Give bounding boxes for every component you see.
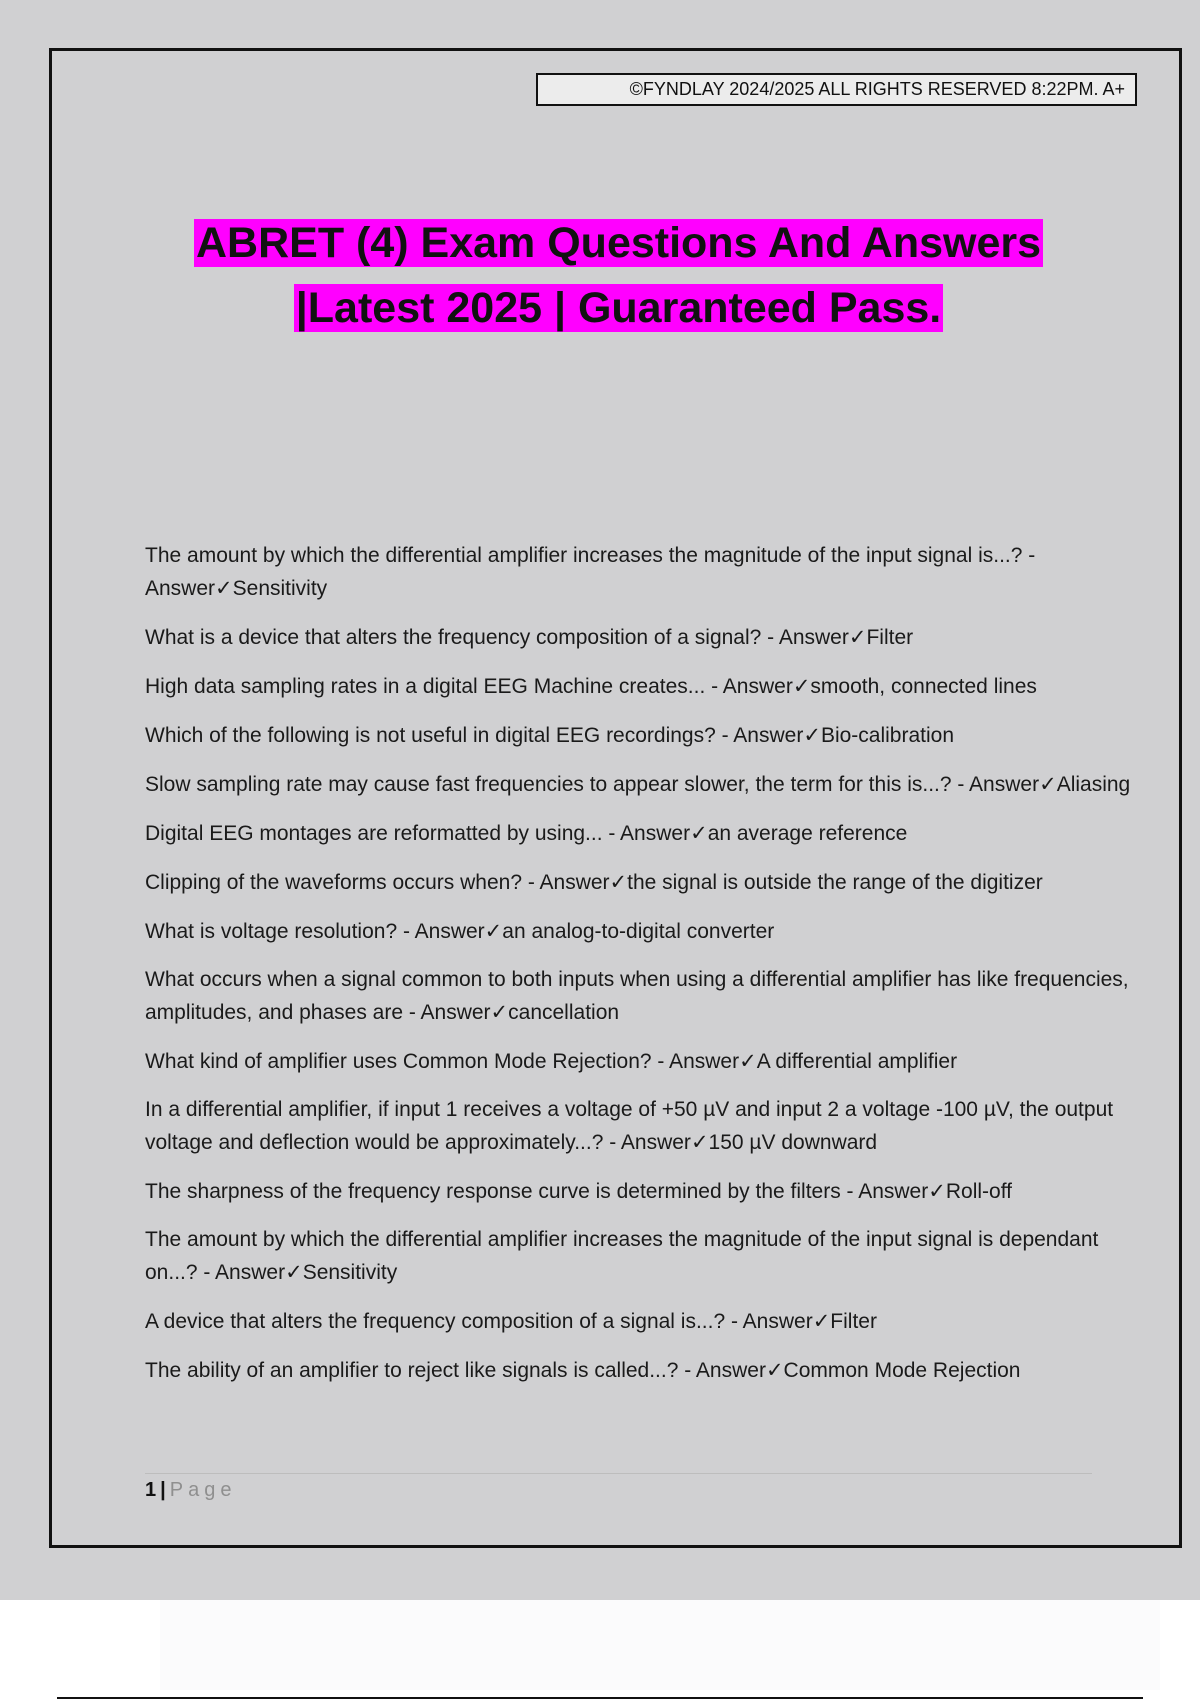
answer-text: Filter: [830, 1310, 877, 1333]
answer-text: A differential amplifier: [756, 1050, 958, 1073]
check-icon: ✓: [484, 919, 503, 943]
qa-item: [145, 1094, 1140, 1159]
answer-text: Sensitivity: [232, 577, 328, 600]
question-text: Clipping of the waveforms occurs when? - Answer: [145, 871, 610, 894]
footer-divider: [145, 1473, 1092, 1474]
question-text: What occurs when a signal common to both inputs when using a differential amplifier has like frequencies, amplitudes, and phases are - Answer: [145, 968, 1129, 1024]
check-icon: ✓: [803, 723, 821, 747]
copyright-text: ©FYNDLAY 2024/2025 ALL RIGHTS RESERVED 8:22PM. A+: [629, 79, 1125, 99]
answer-text: the signal is outside the range of the digitizer: [627, 871, 1043, 894]
qa-item: [145, 1354, 1140, 1387]
question-text: In a differential amplifier, if input 1 receives a voltage of +50 µV and input 2 a voltage -100 µV, the output voltage and deflection would be approximately...? - Answer: [145, 1098, 1114, 1154]
check-icon: ✓: [609, 870, 628, 894]
question-text: The amount by which the differential amplifier increases the magnitude of the input signal is dependant on...? - Answer: [145, 1228, 1099, 1284]
title-line-1: ABRET (4) Exam Questions And Answers: [195, 219, 1042, 267]
page-label: Page: [169, 1479, 237, 1501]
page-number: 1: [145, 1479, 157, 1501]
answer-text: cancellation: [508, 1001, 620, 1024]
question-text: A device that alters the frequency composition of a signal is...? - Answer: [145, 1310, 813, 1333]
qa-item: [145, 768, 1140, 801]
answer-text: an analog-to-digital converter: [502, 920, 775, 943]
question-text: Which of the following is not useful in digital EEG recordings? - Answer: [145, 724, 804, 747]
qa-item: [145, 1224, 1140, 1289]
qa-item: [145, 670, 1140, 703]
answer-text: Filter: [866, 626, 914, 649]
answer-text: 150 µV downward: [708, 1131, 878, 1154]
question-text: What is voltage resolution? - Answer: [145, 920, 485, 943]
question-text: The sharpness of the frequency response curve is determined by the filters - Answer: [145, 1180, 929, 1203]
next-page-divider: [57, 1697, 1143, 1699]
next-page-preview: [160, 1600, 1160, 1690]
check-icon: ✓: [928, 1179, 946, 1203]
check-icon: ✓: [690, 1130, 709, 1154]
qa-item: [145, 621, 1140, 654]
question-text: Slow sampling rate may cause fast frequencies to appear slower, the term for this is...? - Answer: [145, 773, 1040, 796]
qa-item: [145, 866, 1140, 899]
answer-text: smooth, connected lines: [810, 675, 1037, 698]
check-icon: ✓: [690, 821, 708, 845]
answer-text: Roll-off: [945, 1180, 1012, 1203]
copyright-header: [536, 73, 1137, 106]
check-icon: ✓: [285, 1260, 303, 1284]
page-separator: |: [160, 1479, 166, 1501]
title-line-2: |Latest 2025 | Guaranteed Pass.: [295, 284, 942, 332]
qa-item: [145, 1175, 1140, 1208]
qa-item: [145, 915, 1140, 948]
check-icon: ✓: [848, 625, 867, 649]
check-icon: ✓: [739, 1049, 757, 1073]
question-text: The amount by which the differential amplifier increases the magnitude of the input signal is...? - Answer: [145, 544, 1036, 600]
answer-text: Sensitivity: [302, 1261, 398, 1284]
answer-text: Bio-calibration: [820, 724, 955, 747]
answer-text: an average reference: [707, 822, 908, 845]
check-icon: ✓: [812, 1309, 831, 1333]
qa-item: [145, 1045, 1140, 1078]
qa-list: [145, 540, 1140, 1403]
page-footer: [145, 1475, 236, 1505]
qa-item: [145, 540, 1140, 605]
answer-text: Common Mode Rejection: [783, 1359, 1021, 1382]
check-icon: ✓: [792, 674, 811, 698]
question-text: What kind of amplifier uses Common Mode Rejection? - Answer: [145, 1050, 740, 1073]
qa-item: [145, 1305, 1140, 1338]
check-icon: ✓: [1039, 772, 1057, 796]
question-text: The ability of an amplifier to reject like signals is called...? - Answer: [145, 1359, 766, 1382]
document-title: [52, 211, 1185, 341]
check-icon: ✓: [765, 1358, 784, 1382]
qa-item: [145, 964, 1140, 1029]
qa-item: [145, 719, 1140, 752]
check-icon: ✓: [490, 1000, 509, 1024]
check-icon: ✓: [215, 576, 233, 600]
question-text: High data sampling rates in a digital EEG Machine creates... - Answer: [145, 675, 793, 698]
question-text: What is a device that alters the frequency composition of a signal? - Answer: [145, 626, 849, 649]
qa-item: [145, 817, 1140, 850]
question-text: Digital EEG montages are reformatted by using... - Answer: [145, 822, 691, 845]
answer-text: Aliasing: [1056, 773, 1131, 796]
document-page: [49, 48, 1182, 1548]
